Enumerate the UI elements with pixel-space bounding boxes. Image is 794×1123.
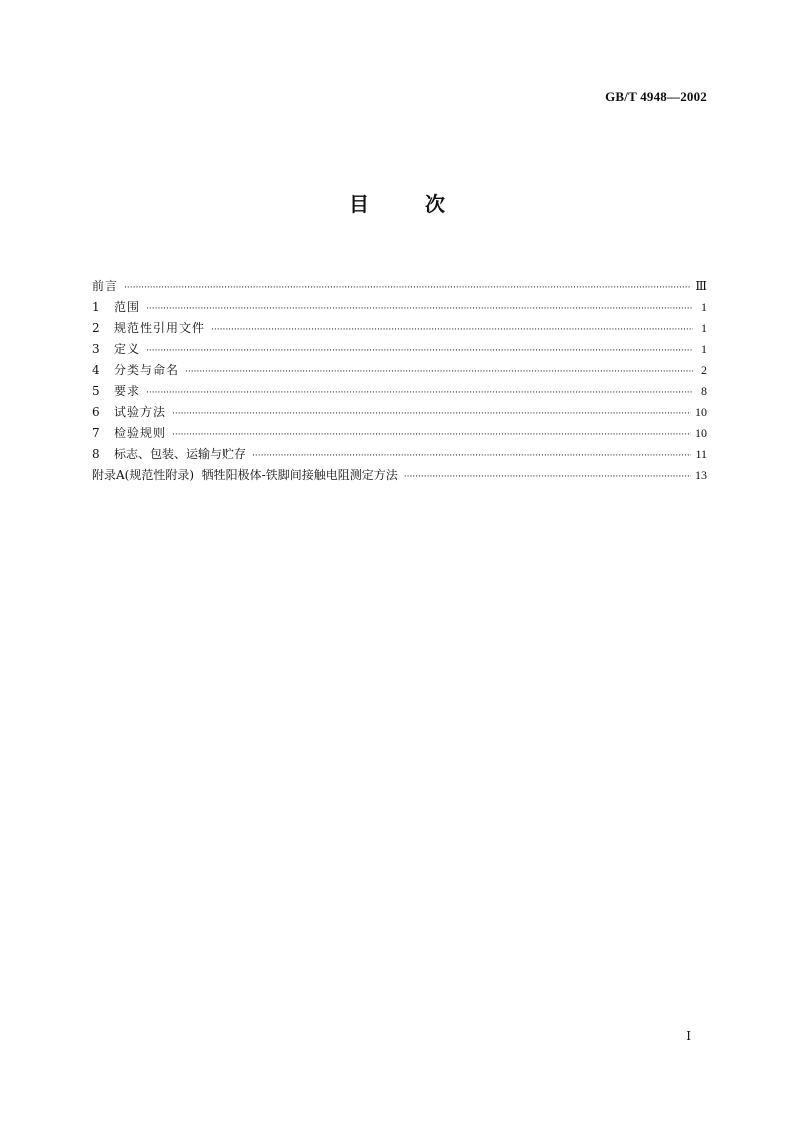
table-of-contents: [92, 276, 707, 486]
page-title-char-1: 目: [349, 192, 369, 216]
toc-entry-label: 检验规则: [114, 426, 167, 440]
toc-entry-page: 10: [695, 405, 707, 419]
toc-entry-label: 标志、包装、运输与贮存: [114, 447, 247, 461]
toc-leader-dots: [404, 467, 691, 488]
page-title-char-2: 次: [425, 192, 445, 216]
toc-leader-dots: [146, 341, 693, 362]
toc-entry-label: 范围: [114, 300, 141, 314]
toc-entry-7[interactable]: [92, 423, 707, 444]
toc-leader-dots: [172, 404, 691, 425]
toc-entry-number: 5: [92, 384, 100, 398]
toc-entry-label: 要求: [114, 384, 141, 398]
toc-leader-dots: [124, 278, 691, 299]
toc-entry-6[interactable]: [92, 402, 707, 423]
toc-entry-annex-a[interactable]: [92, 465, 707, 486]
toc-entry-page: 10: [695, 426, 707, 440]
toc-entry-label: 附录A(规范性附录) 牺牲阳极体-铁脚间接触电阻测定方法: [92, 468, 398, 482]
toc-entry-page: 11: [695, 447, 707, 461]
toc-entry-8[interactable]: [92, 444, 707, 465]
toc-entry-number: 4: [92, 363, 100, 377]
toc-leader-dots: [146, 299, 693, 320]
toc-entry-page: Ⅲ: [695, 279, 707, 293]
toc-entry-3[interactable]: [92, 339, 707, 360]
toc-entry-foreword[interactable]: [92, 276, 707, 297]
toc-leader-dots: [146, 383, 693, 404]
toc-entry-page: 1: [701, 300, 707, 314]
toc-entry-number: 2: [92, 321, 100, 335]
page-title: [0, 188, 794, 217]
toc-leader-dots: [211, 320, 693, 341]
toc-entry-4[interactable]: [92, 360, 707, 381]
toc-leader-dots: [172, 425, 691, 446]
toc-leader-dots: [252, 446, 691, 467]
toc-entry-page: 1: [701, 342, 707, 356]
toc-entry-number: 7: [92, 426, 100, 440]
toc-entry-page: 1: [701, 321, 707, 335]
toc-entry-5[interactable]: [92, 381, 707, 402]
toc-entry-label: 试验方法: [114, 405, 167, 419]
toc-entry-number: 1: [92, 300, 100, 314]
toc-entry-number: 3: [92, 342, 100, 356]
toc-leader-dots: [185, 362, 693, 383]
toc-entry-number: 8: [92, 447, 100, 461]
standard-number: GB/T 4948—2002: [605, 89, 707, 104]
toc-entry-label: 分类与命名: [114, 363, 180, 377]
toc-entry-page: 2: [701, 363, 707, 377]
page-number: Ⅰ: [686, 1029, 691, 1043]
toc-entry-number: 6: [92, 405, 100, 419]
toc-entry-label: 定义: [114, 342, 141, 356]
toc-entry-2[interactable]: [92, 318, 707, 339]
toc-entry-page: 13: [695, 468, 707, 482]
toc-entry-label: 前言: [92, 279, 119, 293]
toc-entry-page: 8: [701, 384, 707, 398]
toc-entry-1[interactable]: [92, 297, 707, 318]
toc-entry-label: 规范性引用文件: [114, 321, 206, 335]
